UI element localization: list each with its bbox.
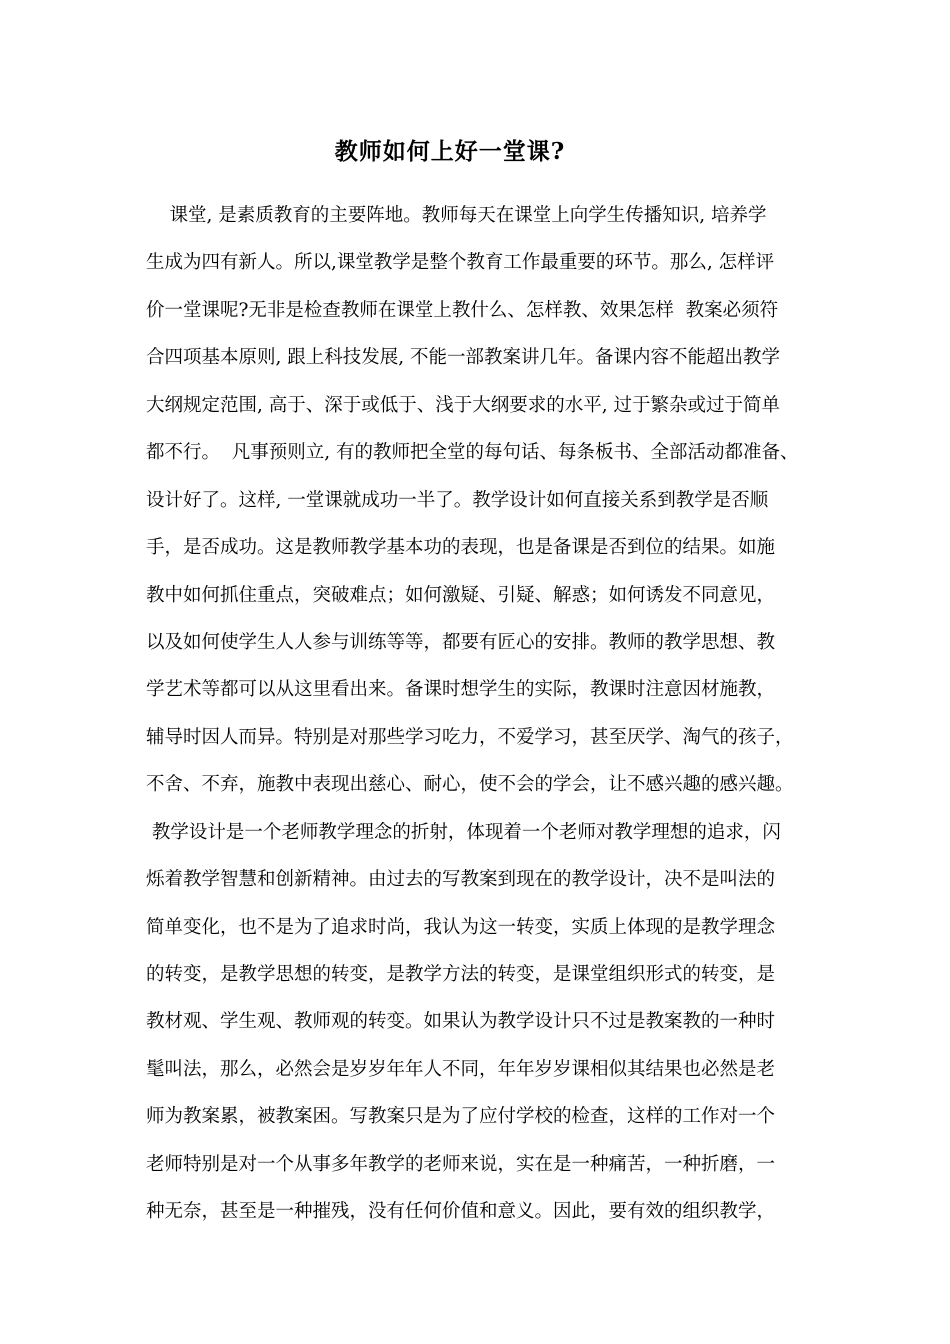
body-text-line: 教学设计是一个老师教学理念的折射，体现着一个老师对教学理想的追求，闪 [146,821,781,843]
body-text-line: 辅导时因人而异。特别是对那些学习吃力，不爱学习，甚至厌学、淘气的孩子， [146,726,794,748]
body-text-line: 设计好了。这样, 一堂课就成功一半了。教学设计如何直接关系到教学是否顺 [146,489,769,511]
body-text-line: 教材观、学生观、教师观的转变。如果认为教学设计只不过是教案教的一种时 [146,1011,776,1033]
body-text-line: 生成为四有新人。所以,课堂教学是整个教育工作最重要的环节。那么, 怎样评 [146,252,775,274]
body-text-line: 不舍、不弃，施教中表现出慈心、耐心，使不会的学会，让不感兴趣的感兴趣。 [146,774,794,796]
body-text-line: 课堂, 是素质教育的主要阵地。教师每天在课堂上向学生传播知识, 培养学 [146,205,767,226]
body-text-line: 都不行。 凡事预则立, 有的教师把全堂的每句话、每条板书、全部活动都准备、 [146,442,799,464]
body-text-line: 髦叫法，那么，必然会是岁岁年年人不同，年年岁岁课相似其结果也必然是老 [146,1058,776,1080]
body-text-line: 师为教案累，被教案困。写教案只是为了应付学校的检查，这样的工作对一个 [146,1106,776,1128]
body-text-line: 以及如何使学生人人参与训练等等，都要有匠心的安排。教师的教学思想、教 [146,631,776,653]
body-text-line: 老师特别是对一个从事多年教学的老师来说，实在是一种痛苦，一种折磨，一 [146,1153,776,1175]
body-text-line: 的转变，是教学思想的转变，是教学方法的转变，是课堂组织形式的转变，是 [146,964,776,985]
body-text-line: 种无奈，甚至是一种摧残，没有任何价值和意义。因此，要有效的组织教学， [146,1201,776,1223]
body-text-line: 学艺术等都可以从这里看出来。备课时想学生的实际，教课时注意因材施教， [146,679,776,701]
body-text-line: 价一堂课呢?无非是检查教师在课堂上教什么、怎样教、效果怎样 教案必须符 [146,299,779,321]
body-text-line: 合四项基本原则, 跟上科技发展, 不能一部教案讲几年。备课内容不能超出教学 [146,347,781,369]
document-title: 教师如何上好一堂课? [334,138,566,165]
document-body [146,200,826,1244]
body-text-line: 教中如何抓住重点，突破难点；如何激疑、引疑、解惑；如何诱发不同意见， [146,584,776,606]
body-text-line: 简单变化，也不是为了追求时尚，我认为这一转变，实质上体现的是教学理念 [146,916,776,938]
body-text-line: 大纲规定范围, 高于、深于或低于、浅于大纲要求的水平, 过于繁杂或过于简单 [146,394,781,416]
body-text-line: 烁着教学智慧和创新精神。由过去的写教案到现在的教学设计，决不是叫法的 [146,869,776,891]
body-text-line: 手，是否成功。这是教师教学基本功的表现，也是备课是否到位的结果。如施 [146,537,776,559]
